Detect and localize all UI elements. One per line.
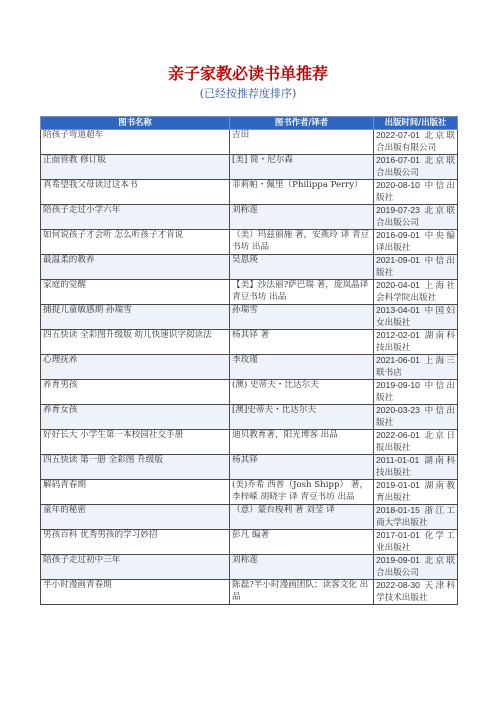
table-row [41,254,458,279]
page-title: 亲子家教必读书单推荐 [167,64,328,83]
book-title-cell: 陪孩子走过初中三年 [41,554,230,579]
book-publish-cell: 2011-01-01 湖南科技出版社 [374,454,458,479]
book-author-cell: （美）玛兹丽施 著，安燕玲 译 青豆书坊 出品 [230,229,374,254]
book-publish-cell: 2016-09-01 中央编译出版社 [374,229,458,254]
table-row [41,129,458,154]
table-row [41,479,458,504]
book-publish-cell: 2013-04-01 中国妇女出版社 [374,304,458,329]
book-author-cell: 吉田 [230,129,374,154]
book-title-cell: 陪孩子走过小学六年 [41,204,230,229]
book-title-cell: 捕捉儿童敏感期 孙瑞雪 [41,304,230,329]
book-publish-cell: 2019-09-10 中信出版社 [374,379,458,404]
book-publish-cell: 2022-08-30 天津科学技术出版社 [374,579,458,604]
table-row [41,354,458,379]
book-title-cell: 四五快读 全彩图升级版 幼儿快速识字阅读法 [41,329,230,354]
table-row [41,454,458,479]
table-row [41,504,458,529]
book-publish-cell: 2019-07-23 北京联合出版公司 [374,204,458,229]
column-header-name: 图书名称 [41,117,230,130]
book-author-cell: （意）蒙台梭利 著 刘莹 译 [230,504,374,529]
book-title-cell: 养育女孩 [41,404,230,429]
book-title-cell: 心理抚养 [41,354,230,379]
table-row [41,529,458,554]
book-author-cell: 迪贝教育著，阳光博客 出品 [230,429,374,454]
book-publish-cell: 2017-01-01 化学工业出版社 [374,529,458,554]
table-row [41,429,458,454]
table-row [41,279,458,304]
book-publish-cell: 2022-06-01 北京日报出版社 [374,429,458,454]
book-title-cell: 男孩百科 优秀男孩的学习妙招 [41,529,230,554]
book-title-cell: 正面管教 修订版 [41,154,230,179]
book-author-cell: 陈磊?半小时漫画团队；读客文化 出品 [230,579,374,604]
book-publish-cell: 2019-01-01 湖南教育出版社 [374,479,458,504]
table-row [41,579,458,604]
book-publish-cell: 2020-03-23 中信出版社 [374,404,458,429]
book-author-cell: 杨其铎 [230,454,374,479]
book-author-cell: 刘称莲 [230,204,374,229]
book-author-cell: (美)乔希 西普（Josh Shipp） 著，李梓嵘 胡晓宇 译 青豆书坊 出品 [230,479,374,504]
book-author-cell: 杨其铎 著 [230,329,374,354]
book-title-cell: 解码青春期 [41,479,230,504]
column-header-publish: 出版时间/出版社 [374,117,458,130]
table-row [41,229,458,254]
book-publish-cell: 2018-01-15 浙江工商大学出版社 [374,504,458,529]
book-author-cell: [美] 简・尼尔森 [230,154,374,179]
book-author-cell: 吴恩瑛 [230,254,374,279]
book-title-cell: 养育男孩 [41,379,230,404]
book-publish-cell: 2020-04-01 上海社会科学院出版社 [374,279,458,304]
book-title-cell: 半小时漫画青春期 [41,579,230,604]
page-subtitle: (已经按推荐度排序) [199,87,297,100]
book-author-cell: 菲莉帕・佩里（Philippa Perry） [230,179,374,204]
table-body [41,129,458,604]
table-row [41,329,458,354]
book-title-cell: 真希望我父母读过这本书 [41,179,230,204]
book-title-cell: 如何说孩子才会听 怎么听孩子才肯说 [41,229,230,254]
book-author-cell: 孙瑞雪 [230,304,374,329]
book-publish-cell: 2019-09-01 北京联合出版公司 [374,554,458,579]
book-publish-cell: 2021-09-01 中信出版社 [374,254,458,279]
book-author-cell: (澳) 史蒂夫・比达尔夫 [230,379,374,404]
table-row [41,404,458,429]
book-publish-cell: 2016-07-01 北京联合出版公司 [374,154,458,179]
table-row [41,204,458,229]
table-row [41,179,458,204]
book-title-cell: 童年的秘密 [41,504,230,529]
book-title-cell: 四五快读 第一册 全彩图 升级版 [41,454,230,479]
book-title-cell: 家庭的觉醒 [41,279,230,304]
table-row [41,554,458,579]
table-row [41,379,458,404]
table-row [41,304,458,329]
book-author-cell: 刘称莲 [230,554,374,579]
column-header-author: 图书作者/译者 [230,117,374,130]
book-author-cell: [澳]史蒂夫・比达尔夫 [230,404,374,429]
table-row [41,154,458,179]
book-author-cell: 彭凡 编著 [230,529,374,554]
book-author-cell: 李玫瑾 [230,354,374,379]
book-title-cell: 最温柔的教养 [41,254,230,279]
book-title-cell: 好好长大 小学生第一本校园社交手册 [41,429,230,454]
book-publish-cell: 2012-02-01 湖南科技出版社 [374,329,458,354]
book-publish-cell: 2021-06-01 上海三联书店 [374,354,458,379]
book-publish-cell: 2022-07-01 北京联合出版有限公司 [374,129,458,154]
book-title-cell: 陪孩子弯道超车 [41,129,230,154]
table-header-row [41,117,458,130]
book-publish-cell: 2020-08-10 中信出版社 [374,179,458,204]
book-author-cell: 【美】沙法丽?萨巴瑞 著，庞岚晶译 青豆书坊 出品 [230,279,374,304]
book-list-table [40,116,458,605]
